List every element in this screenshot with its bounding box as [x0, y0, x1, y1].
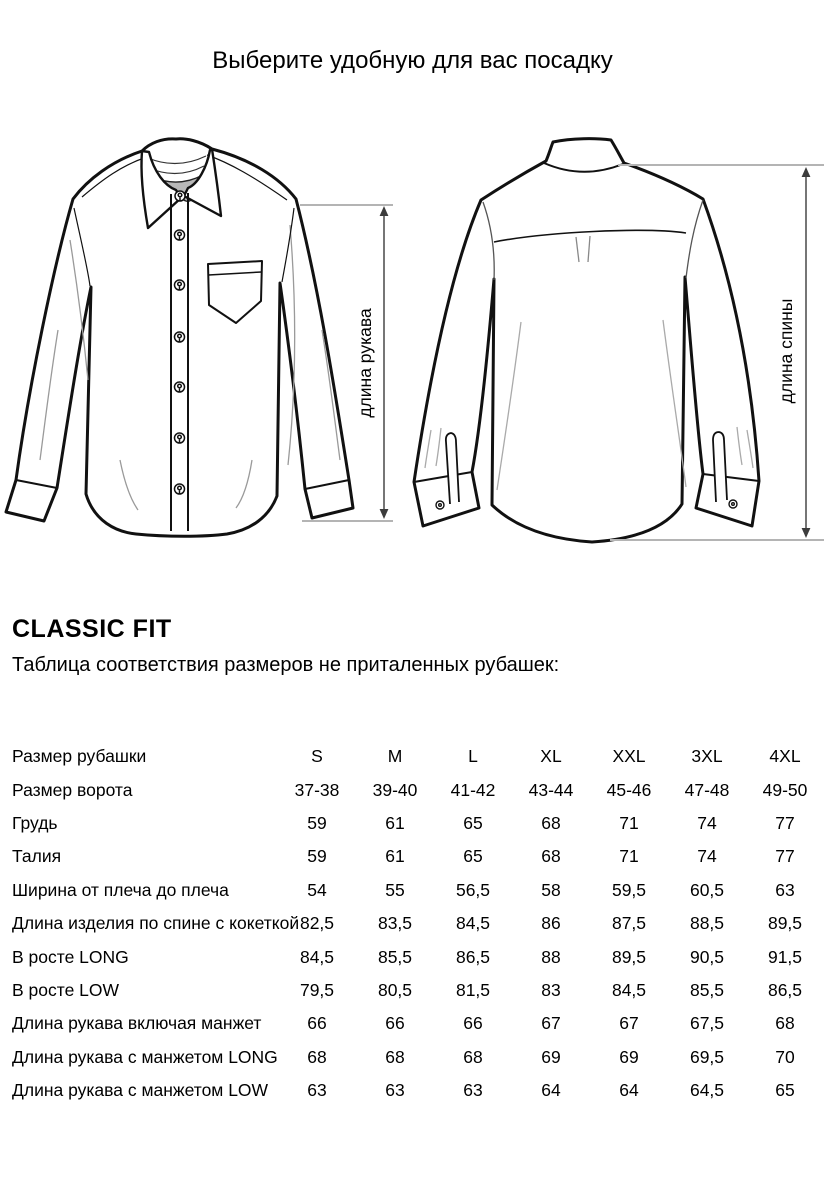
size-value: 89,5 [611, 946, 647, 967]
size-value: 68 [307, 1046, 327, 1067]
table-row [12, 974, 824, 1007]
size-value: 87,5 [611, 913, 647, 934]
size-value: 83 [541, 979, 561, 1000]
size-value: 69 [541, 1046, 561, 1067]
size-column-header: S [311, 746, 323, 767]
size-value: 68 [775, 1013, 795, 1034]
size-value: 85,5 [689, 979, 725, 1000]
size-value: 65 [463, 812, 483, 833]
size-value: 54 [307, 879, 327, 900]
row-label: Грудь [12, 812, 58, 833]
table-row [12, 1041, 824, 1074]
size-value: 86 [541, 913, 561, 934]
size-value: 58 [541, 879, 561, 900]
size-value: 84,5 [299, 946, 335, 967]
row-label: Талия [12, 846, 62, 867]
shirt-back-silhouette [414, 139, 759, 542]
row-label: Размер ворота [12, 779, 133, 800]
size-value: 66 [385, 1013, 405, 1034]
table-row [12, 807, 824, 840]
row-label: Размер рубашки [12, 746, 147, 767]
table-row [12, 907, 824, 940]
size-value: 67 [619, 1013, 639, 1034]
size-value: 91,5 [767, 946, 803, 967]
size-value: 49-50 [762, 779, 808, 800]
size-value: 70 [775, 1046, 795, 1067]
sleeve-length-label: длина рукава [355, 308, 375, 418]
arrow-down-head [802, 528, 811, 538]
page-title: Выберите удобную для вас посадку [212, 47, 613, 74]
size-value: 89,5 [767, 913, 803, 934]
size-value: 88,5 [689, 913, 725, 934]
size-value: 86,5 [455, 946, 491, 967]
size-value: 84,5 [611, 979, 647, 1000]
size-value: 68 [463, 1046, 483, 1067]
size-value: 77 [775, 812, 795, 833]
table-row [12, 940, 824, 973]
arrow-up-head [802, 167, 811, 177]
size-value: 74 [697, 812, 717, 833]
size-column-header: 3XL [691, 746, 723, 767]
size-value: 59,5 [611, 879, 647, 900]
size-value: 82,5 [299, 913, 335, 934]
row-label: Длина рукава с манжетом LOW [12, 1080, 269, 1101]
size-value: 64 [619, 1080, 639, 1101]
size-value: 81,5 [455, 979, 491, 1000]
size-value: 74 [697, 846, 717, 867]
size-value: 63 [775, 879, 795, 900]
size-value: 59 [307, 846, 327, 867]
size-column-header: XXL [612, 746, 646, 767]
size-value: 61 [385, 846, 405, 867]
row-label: Длина рукава включая манжет [12, 1013, 262, 1034]
row-label: Ширина от плеча до плеча [12, 879, 229, 900]
table-row [12, 840, 824, 873]
back-length-label: длина спины [776, 298, 796, 404]
size-value: 79,5 [299, 979, 335, 1000]
size-value: 47-48 [684, 779, 730, 800]
size-value: 83,5 [377, 913, 413, 934]
size-value: 63 [307, 1080, 327, 1101]
size-value: 68 [385, 1046, 405, 1067]
size-value: 55 [385, 879, 405, 900]
size-column-header: M [387, 746, 403, 767]
shirt-back-figure [400, 130, 825, 560]
shirt-front-drawing [0, 130, 400, 560]
section-heading: CLASSIC FIT [12, 615, 172, 643]
size-value: 59 [307, 812, 327, 833]
size-value: 80,5 [377, 979, 413, 1000]
size-value: 68 [541, 846, 561, 867]
table-row [12, 773, 824, 806]
size-column-header: 4XL [769, 746, 801, 767]
size-value: 88 [541, 946, 561, 967]
size-value: 41-42 [450, 779, 496, 800]
row-label: В росте LOW [12, 979, 120, 1000]
table-row [12, 874, 824, 907]
size-value: 69,5 [689, 1046, 725, 1067]
shirt-front-figure [0, 130, 400, 560]
table-caption: Таблица соответствия размеров не приталенных рубашек: [12, 654, 560, 676]
size-value: 56,5 [455, 879, 491, 900]
size-value: 43-44 [528, 779, 574, 800]
row-label: Длина изделия по спине с кокеткой [12, 913, 300, 934]
table-row [12, 1074, 824, 1107]
size-column-header: L [468, 746, 478, 767]
size-value: 61 [385, 812, 405, 833]
size-value: 71 [619, 812, 639, 833]
row-label: В росте LONG [12, 946, 129, 967]
size-value: 67,5 [689, 1013, 725, 1034]
size-value: 65 [463, 846, 483, 867]
right-cuff-placket [713, 432, 727, 502]
size-value: 90,5 [689, 946, 725, 967]
size-value: 84,5 [455, 913, 491, 934]
size-value: 39-40 [372, 779, 418, 800]
size-value: 66 [463, 1013, 483, 1034]
size-value: 85,5 [377, 946, 413, 967]
size-value: 66 [307, 1013, 327, 1034]
shirt-back-drawing [400, 130, 825, 560]
size-value: 63 [385, 1080, 405, 1101]
size-column-header: XL [540, 746, 562, 767]
size-value: 86,5 [767, 979, 803, 1000]
size-value: 65 [775, 1080, 795, 1101]
size-table [12, 740, 824, 1107]
row-label: Длина рукава с манжетом LONG [12, 1046, 278, 1067]
table-row [12, 1007, 824, 1040]
size-value: 37-38 [294, 779, 340, 800]
size-value: 64 [541, 1080, 561, 1101]
size-value: 69 [619, 1046, 639, 1067]
table-row [12, 740, 824, 773]
size-value: 45-46 [606, 779, 652, 800]
arrow-down-head [380, 509, 389, 519]
size-value: 60,5 [689, 879, 725, 900]
arrow-up-head [380, 206, 389, 216]
size-value: 71 [619, 846, 639, 867]
size-value: 63 [463, 1080, 483, 1101]
size-value: 77 [775, 846, 795, 867]
size-value: 68 [541, 812, 561, 833]
size-value: 64,5 [689, 1080, 725, 1101]
size-value: 67 [541, 1013, 561, 1034]
